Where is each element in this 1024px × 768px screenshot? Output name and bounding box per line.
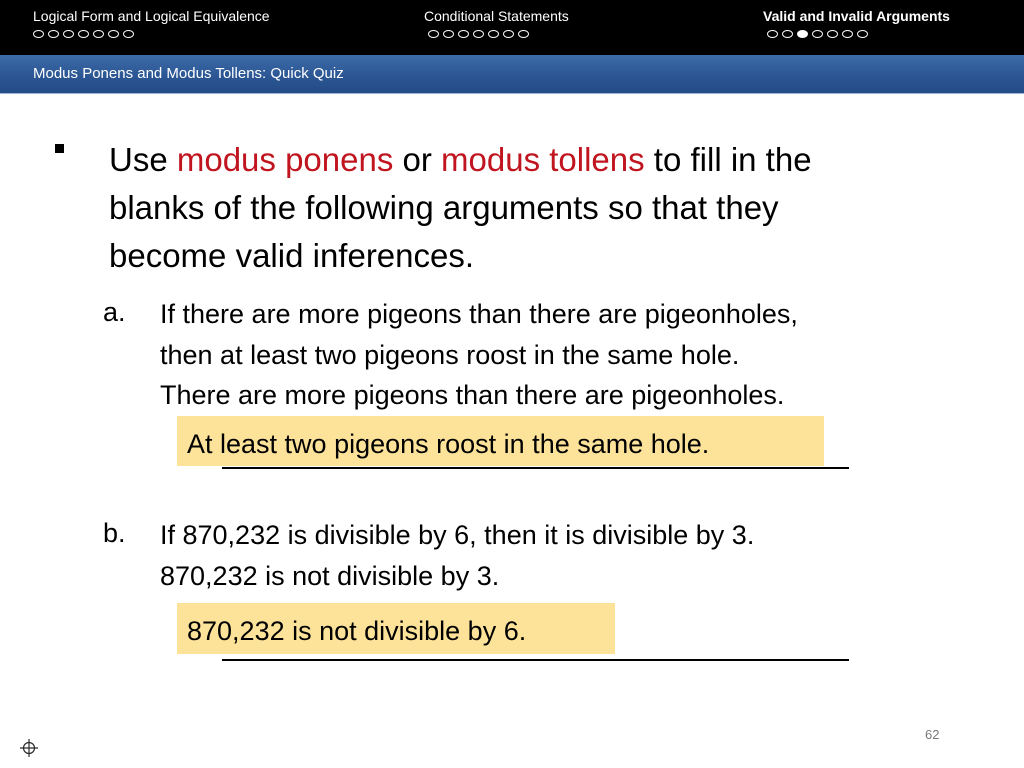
term-modus-tollens: modus tollens xyxy=(441,141,645,178)
slide-dots xyxy=(428,30,569,38)
slide-dot[interactable] xyxy=(78,30,89,38)
slide-dot[interactable] xyxy=(123,30,134,38)
item-marker-a: a. xyxy=(103,297,126,327)
intro-line2: blanks of the following arguments so that they xyxy=(109,189,779,226)
intro-prefix: Use xyxy=(109,141,177,178)
slide-dot[interactable] xyxy=(93,30,104,38)
premise-line: If 870,232 is divisible by 6, then it is divisible by 3. xyxy=(160,520,755,550)
current-slide-dot[interactable] xyxy=(797,30,808,38)
premise-line: 870,232 is not divisible by 3. xyxy=(160,560,500,591)
slide-dot[interactable] xyxy=(503,30,514,38)
slide-dot[interactable] xyxy=(827,30,838,38)
slide-title: Modus Ponens and Modus Tollens: Quick Quiz xyxy=(33,65,344,82)
bullet-square-icon xyxy=(55,144,64,153)
answer-blank-line-b xyxy=(222,659,849,661)
slide-dot[interactable] xyxy=(33,30,44,38)
slide-dot[interactable] xyxy=(857,30,868,38)
slide-title-bar xyxy=(0,55,1024,94)
answer-box-a[interactable]: At least two pigeons roost in the same hole. xyxy=(177,416,824,466)
page-number: 62 xyxy=(925,727,940,742)
intro-connector: or xyxy=(393,141,442,178)
premise-line: If there are more pigeons than there are pigeonholes, xyxy=(160,299,798,329)
quiz-instructions xyxy=(109,136,929,280)
slide-dot[interactable] xyxy=(458,30,469,38)
item-b-premises xyxy=(160,515,950,596)
slide-dots xyxy=(767,30,950,38)
section-nav-bar xyxy=(0,0,1024,55)
item-a-premises xyxy=(160,294,950,416)
nav-section-conditional-statements[interactable] xyxy=(424,8,569,38)
nav-section-valid-invalid-arguments[interactable] xyxy=(763,8,950,38)
slide-dots xyxy=(33,30,270,38)
slide-dot[interactable] xyxy=(518,30,529,38)
answer-box-b[interactable]: 870,232 is not divisible by 6. xyxy=(177,603,615,654)
answer-blank-line-a xyxy=(222,467,849,469)
slide-dot[interactable] xyxy=(63,30,74,38)
nav-section-title[interactable]: Valid and Invalid Arguments xyxy=(763,8,950,24)
premise-line: There are more pigeons than there are pigeonholes. xyxy=(160,380,785,410)
slide-dot[interactable] xyxy=(488,30,499,38)
nav-section-logical-form[interactable] xyxy=(33,8,270,38)
term-modus-ponens: modus ponens xyxy=(176,141,394,178)
slide-dot[interactable] xyxy=(108,30,119,38)
nav-section-title[interactable]: Conditional Statements xyxy=(424,8,569,24)
slide-dot[interactable] xyxy=(473,30,484,38)
crosshair-navigation-icon[interactable] xyxy=(19,738,39,758)
slide-dot[interactable] xyxy=(443,30,454,38)
item-marker-b: b. xyxy=(103,518,126,548)
slide-dot[interactable] xyxy=(48,30,59,38)
intro-line3: become valid inferences. xyxy=(109,237,475,274)
slide-dot[interactable] xyxy=(812,30,823,38)
nav-section-title[interactable]: Logical Form and Logical Equivalence xyxy=(33,8,270,24)
intro-line1-suffix: to fill in the xyxy=(644,141,812,178)
slide-dot[interactable] xyxy=(842,30,853,38)
premise-line: then at least two pigeons roost in the same hole. xyxy=(160,339,740,370)
slide-dot[interactable] xyxy=(782,30,793,38)
slide-dot[interactable] xyxy=(767,30,778,38)
slide-dot[interactable] xyxy=(428,30,439,38)
